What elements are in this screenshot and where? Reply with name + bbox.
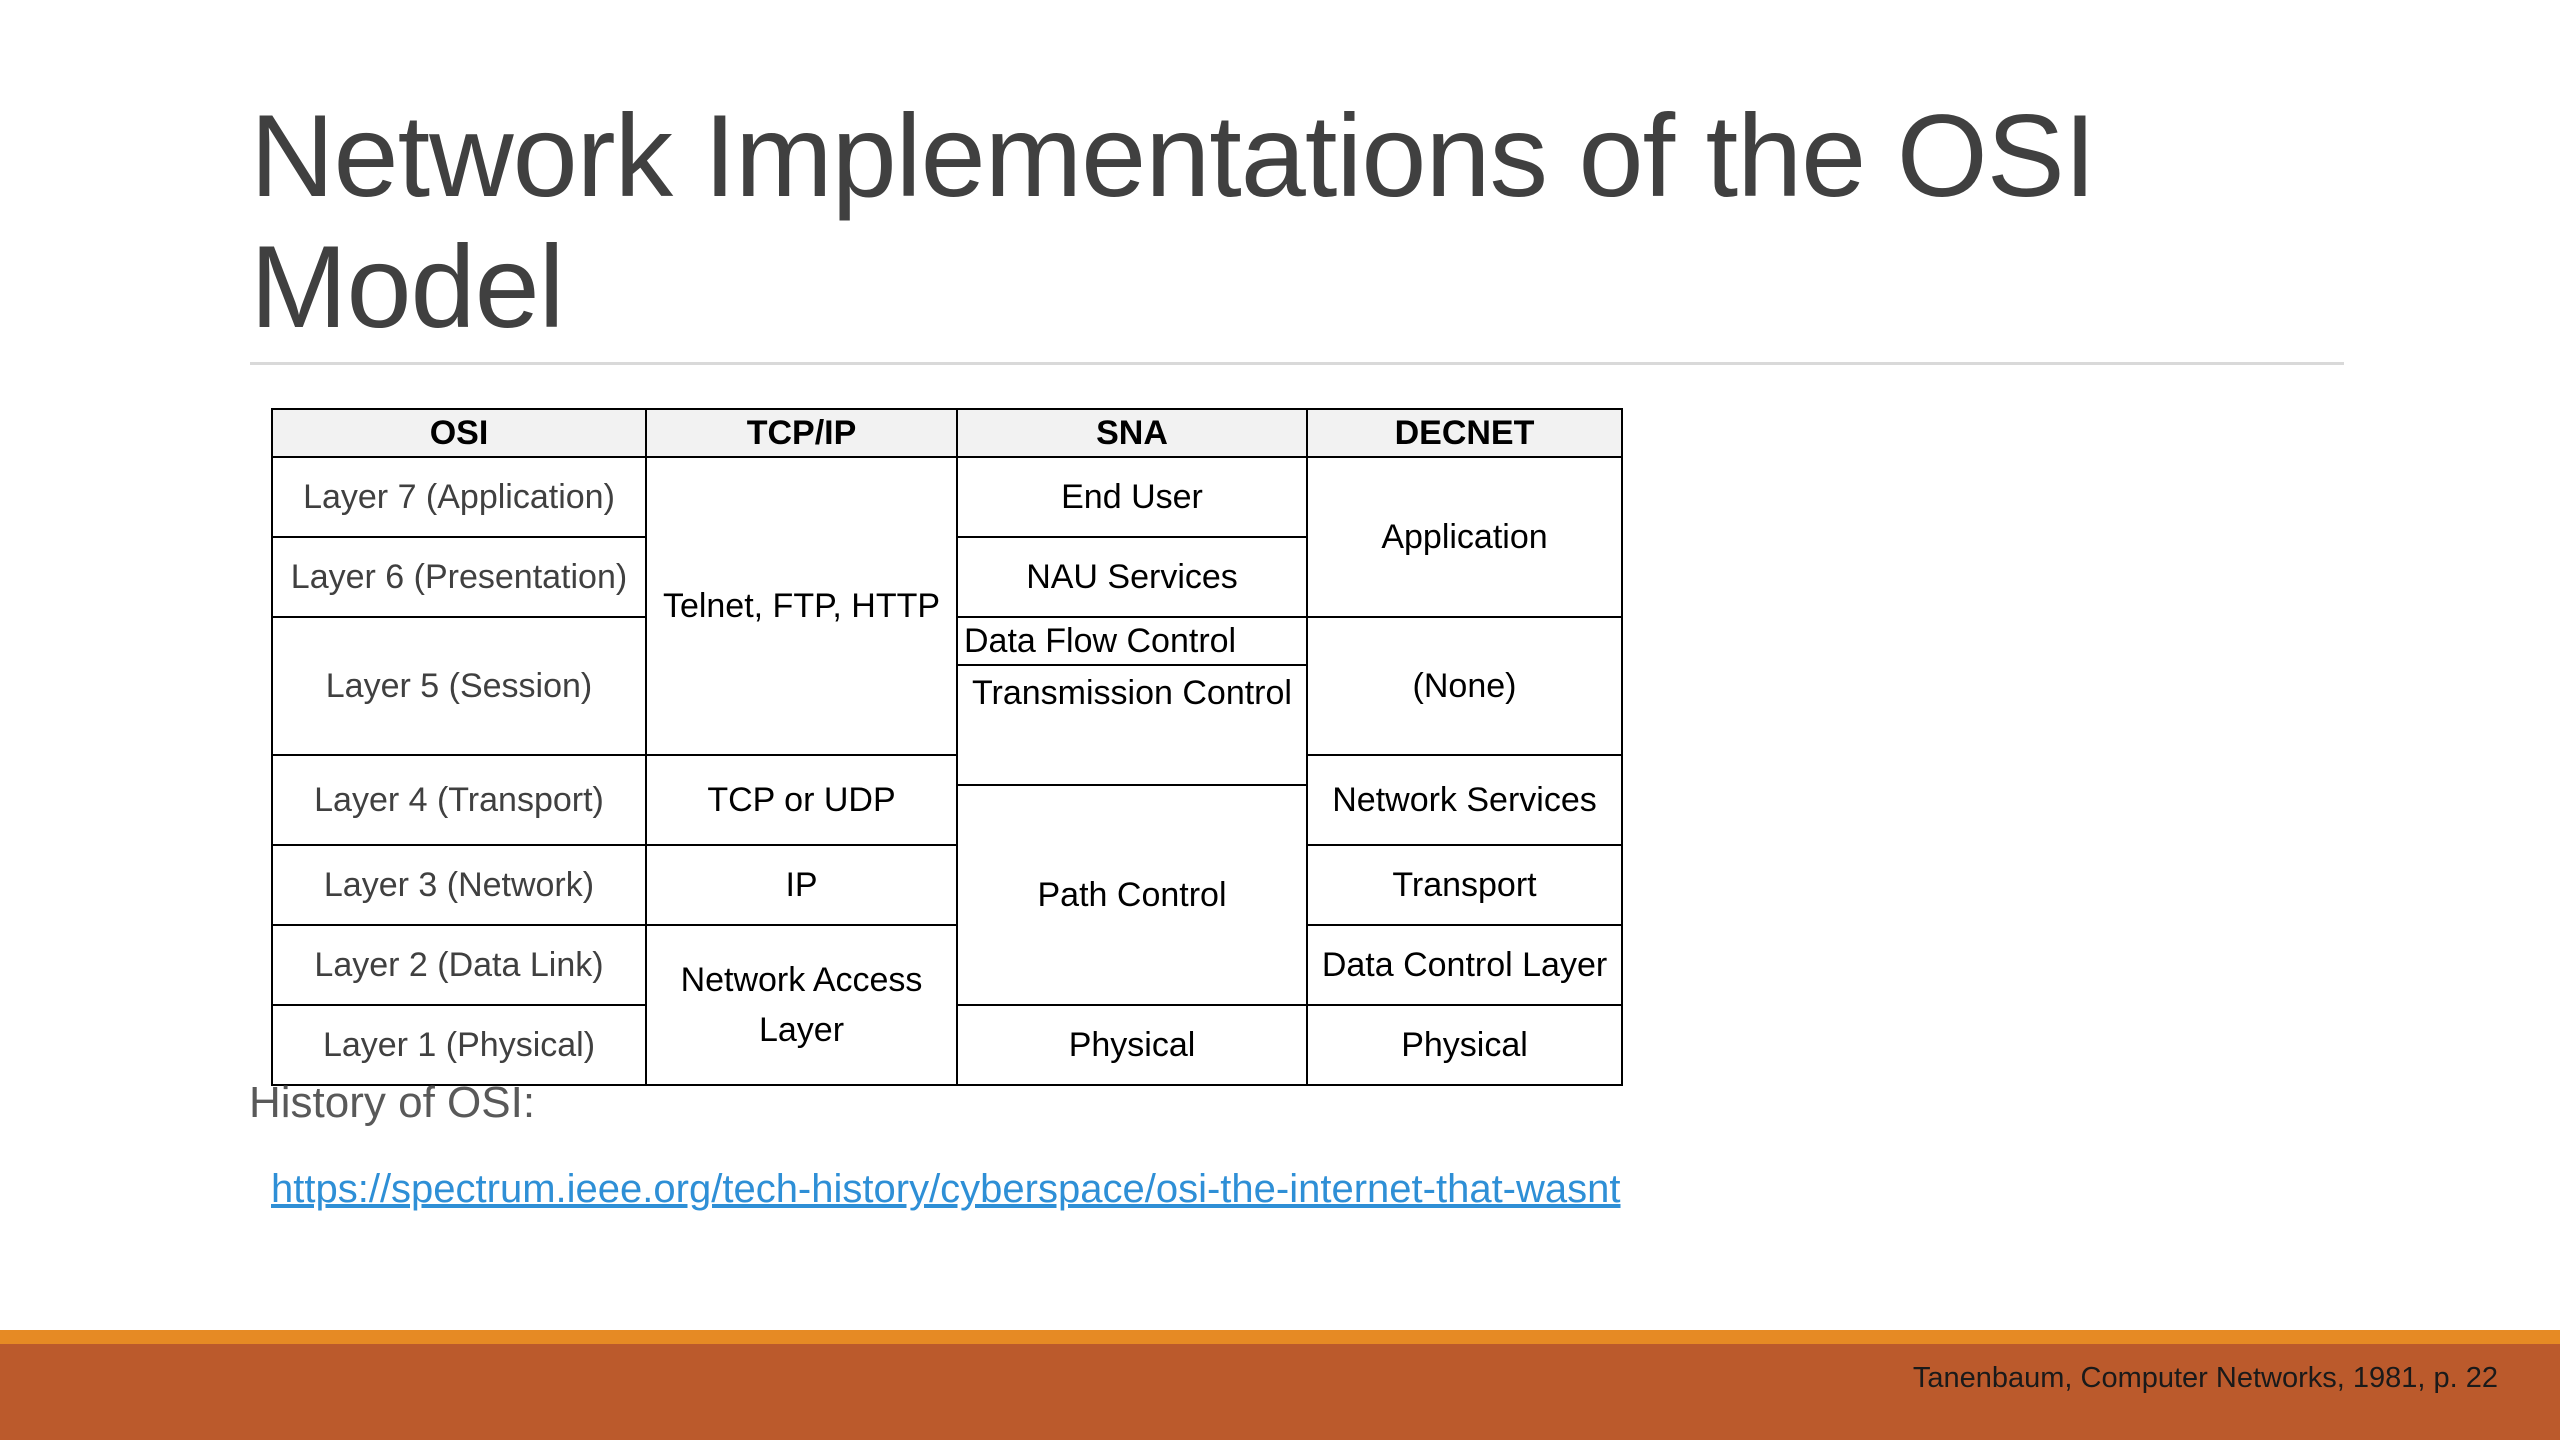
table-row xyxy=(272,925,1622,1005)
sna-path-control: Path Control xyxy=(957,785,1307,1005)
osi-layer-1: Layer 1 (Physical) xyxy=(272,1005,646,1085)
table-row xyxy=(272,755,1622,785)
sna-data-flow-control: Data Flow Control xyxy=(957,617,1307,665)
history-label: History of OSI: xyxy=(249,1078,536,1127)
header-tcpip: TCP/IP xyxy=(646,409,957,457)
header-osi: OSI xyxy=(272,409,646,457)
sna-transmission-control: Transmission Control xyxy=(957,665,1307,785)
citation-text: Tanenbaum, Computer Networks, 1981, p. 22 xyxy=(1912,1362,2498,1394)
title-divider xyxy=(250,362,2344,365)
decnet-transport: Transport xyxy=(1307,845,1622,925)
table-row xyxy=(272,845,1622,925)
tcpip-transport: TCP or UDP xyxy=(646,755,957,845)
slide-title: Network Implementations of the OSI Model xyxy=(250,90,2096,352)
header-decnet: DECNET xyxy=(1307,409,1622,457)
footer-accent-strip xyxy=(0,1330,2560,1344)
osi-layer-2: Layer 2 (Data Link) xyxy=(272,925,646,1005)
header-sna: SNA xyxy=(957,409,1307,457)
table-header-row xyxy=(272,409,1622,457)
osi-layer-3: Layer 3 (Network) xyxy=(272,845,646,925)
sna-data-control-layer: Data Control Layer xyxy=(1307,925,1622,1005)
decnet-application: Application xyxy=(1307,457,1622,617)
sna-nau-services: NAU Services xyxy=(957,537,1307,617)
osi-layer-7: Layer 7 (Application) xyxy=(272,457,646,537)
sna-physical: Physical xyxy=(957,1005,1307,1085)
decnet-network-services: Network Services xyxy=(1307,755,1622,845)
sna-end-user: End User xyxy=(957,457,1307,537)
tcpip-network-access: Network Access Layer xyxy=(646,925,957,1085)
decnet-physical: Physical xyxy=(1307,1005,1622,1085)
osi-layer-4: Layer 4 (Transport) xyxy=(272,755,646,845)
osi-layer-5: Layer 5 (Session) xyxy=(272,617,646,755)
tcpip-ip: IP xyxy=(646,845,957,925)
osi-layer-6: Layer 6 (Presentation) xyxy=(272,537,646,617)
decnet-none: (None) xyxy=(1307,617,1622,755)
table-row xyxy=(272,457,1622,497)
tcpip-upper: Telnet, FTP, HTTP xyxy=(646,457,957,755)
osi-comparison-table xyxy=(271,408,1623,1086)
history-link[interactable]: https://spectrum.ieee.org/tech-history/cyberspace/osi-the-internet-that-wasnt xyxy=(271,1167,1621,1211)
